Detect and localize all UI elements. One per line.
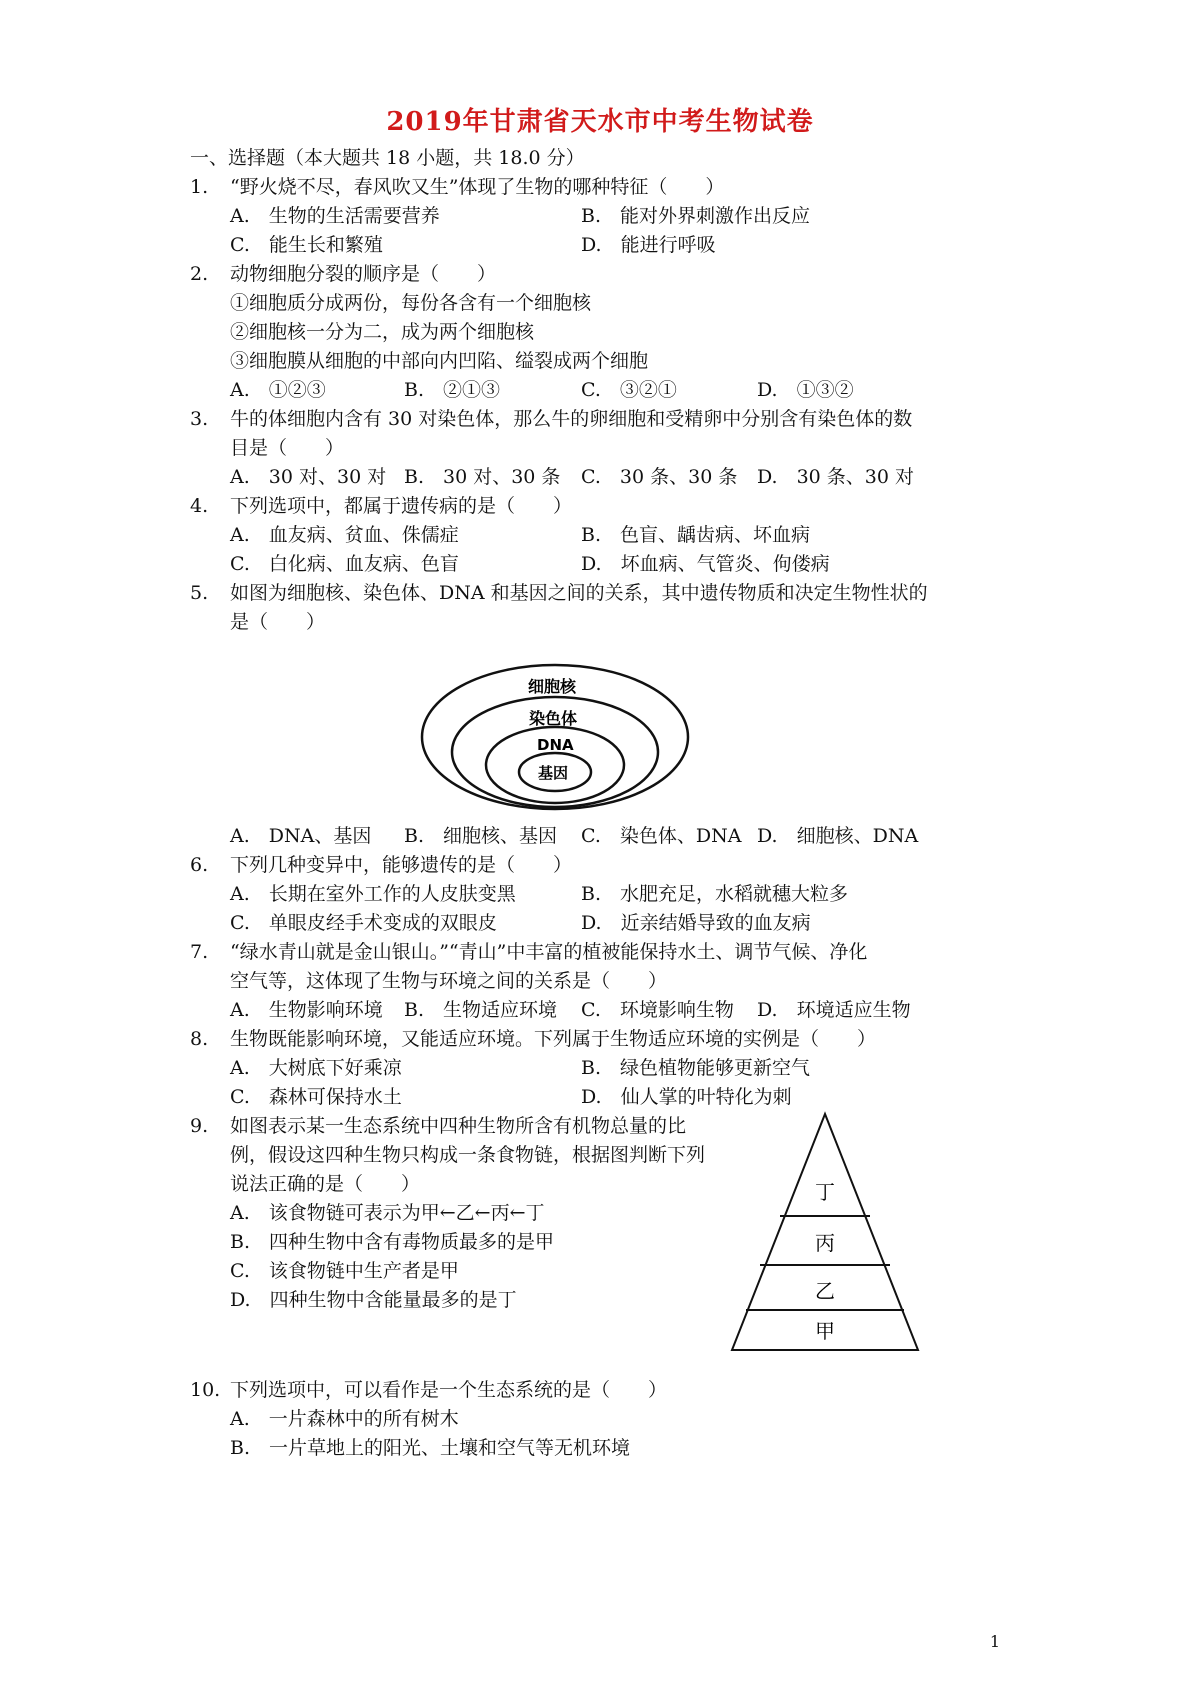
q2-number: 2.	[190, 263, 209, 285]
q2-option-d: D. ①③②	[757, 379, 854, 401]
q5-stem-line2: 是（ ）	[230, 611, 326, 633]
q7-option-b: B. 生物适应环境	[404, 999, 558, 1021]
q7-option-d: D. 环境适应生物	[757, 999, 911, 1021]
q6-option-a: A. 长期在室外工作的人皮肤变黑	[230, 883, 516, 905]
q1-option-d: D. 能进行呼吸	[581, 234, 716, 256]
page-number: 1	[989, 1632, 1000, 1651]
q8-option-d: D. 仙人掌的叶特化为刺	[581, 1086, 792, 1108]
q2-step-2: ②细胞核一分为二，成为两个细胞核	[230, 321, 535, 343]
q4-stem: 下列选项中，都属于遗传病的是（ ）	[230, 495, 573, 517]
q9-option-c: C. 该食物链中生产者是甲	[230, 1260, 459, 1282]
q8-option-a: A. 大树底下好乘凉	[230, 1057, 402, 1079]
q3-option-c: C. 30 条、30 条	[581, 466, 738, 488]
q1-option-b: B. 能对外界刺激作出反应	[581, 205, 811, 227]
q9-option-d: D. 四种生物中含能量最多的是丁	[230, 1289, 517, 1311]
q9-stem-line2: 例，假设这四种生物只构成一条食物链，根据图判断下列	[230, 1144, 706, 1166]
q5-stem-line1: 如图为细胞核、染色体、DNA 和基因之间的关系，其中遗传物质和决定生物性状的	[230, 582, 928, 604]
q4-option-a: A. 血友病、贫血、侏儒症	[230, 524, 459, 546]
q9-number: 9.	[190, 1115, 209, 1137]
q4-number: 4.	[190, 495, 209, 517]
q6-option-c: C. 单眼皮经手术变成的双眼皮	[230, 912, 497, 934]
q9-stem-line1: 如图表示某一生态系统中四种生物所含有机物总量的比	[230, 1115, 687, 1137]
q4-option-c: C. 白化病、血友病、色盲	[230, 553, 459, 575]
q2-step-3: ③细胞膜从细胞的中部向内凹陷、缢裂成两个细胞	[230, 350, 649, 372]
q2-option-b: B. ②①③	[404, 379, 501, 401]
label-gene: 基因	[538, 764, 569, 782]
q5-option-c: C. 染色体、DNA	[581, 825, 742, 847]
biomass-pyramid	[727, 1108, 923, 1358]
q3-option-a: A. 30 对、30 对	[230, 466, 387, 488]
q2-step-1: ①细胞质分成两份，每份各含有一个细胞核	[230, 292, 592, 314]
q5-number: 5.	[190, 582, 209, 604]
q1-option-a: A. 生物的生活需要营养	[230, 205, 440, 227]
q7-option-a: A. 生物影响环境	[230, 999, 383, 1021]
q6-number: 6.	[190, 854, 209, 876]
q8-number: 8.	[190, 1028, 209, 1050]
q10-option-a: A. 一片森林中的所有树木	[230, 1408, 459, 1430]
q9-stem-line3: 说法正确的是（ ）	[230, 1173, 421, 1195]
q10-number: 10.	[190, 1379, 221, 1401]
pyramid-level-ding: 丁	[815, 1180, 835, 1204]
q6-stem: 下列几种变异中，能够遗传的是（ ）	[230, 854, 573, 876]
nested-ellipse-diagram	[420, 662, 690, 812]
q1-option-c: C. 能生长和繁殖	[230, 234, 383, 256]
q2-option-c: C. ③②①	[581, 379, 677, 401]
q5-option-b: B. 细胞核、基因	[404, 825, 558, 847]
q5-option-a: A. DNA、基因	[230, 825, 372, 847]
label-chromosome: 染色体	[529, 709, 578, 728]
pyramid-level-jia: 甲	[815, 1319, 835, 1343]
q10-stem: 下列选项中，可以看作是一个生态系统的是（ ）	[230, 1379, 668, 1401]
q4-option-b: B. 色盲、龋齿病、坏血病	[581, 524, 811, 546]
q2-stem: 动物细胞分裂的顺序是（ ）	[230, 263, 497, 285]
q7-stem-line1: “绿水青山就是金山银山。”“青山”中丰富的植被能保持水土、调节气候、净化	[230, 941, 868, 963]
section-heading: 一、选择题（本大题共 18 小题，共 18.0 分）	[190, 147, 585, 169]
q7-number: 7.	[190, 941, 209, 963]
q5-option-d: D. 细胞核、DNA	[757, 825, 919, 847]
q8-stem: 生物既能影响环境，又能适应环境。下列属于生物适应环境的实例是（ ）	[230, 1028, 877, 1050]
q6-option-d: D. 近亲结婚导致的血友病	[581, 912, 811, 934]
label-dna: DNA	[537, 736, 574, 754]
q8-option-b: B. 绿色植物能够更新空气	[581, 1057, 811, 1079]
q1-number: 1.	[190, 176, 209, 198]
q1-stem: “野火烧不尽，春风吹又生”体现了生物的哪种特征（ ）	[230, 176, 725, 198]
q3-number: 3.	[190, 408, 209, 430]
q10-option-b: B. 一片草地上的阳光、土壤和空气等无机环境	[230, 1437, 631, 1459]
q4-option-d: D. 坏血病、气管炎、佝偻病	[581, 553, 830, 575]
page-title: 2019年甘肃省天水市中考生物试卷	[386, 107, 814, 137]
q3-stem-line1: 牛的体细胞内含有 30 对染色体，那么牛的卵细胞和受精卵中分别含有染色体的数	[230, 408, 913, 430]
q6-option-b: B. 水肥充足，水稻就穗大粒多	[581, 883, 849, 905]
pyramid-level-yi: 乙	[815, 1279, 835, 1303]
q7-stem-line2: 空气等，这体现了生物与环境之间的关系是（ ）	[230, 970, 668, 992]
q7-option-c: C. 环境影响生物	[581, 999, 734, 1021]
q3-stem-line2: 目是（ ）	[230, 437, 345, 459]
q3-option-d: D. 30 条、30 对	[757, 466, 915, 488]
q2-option-a: A. ①②③	[230, 379, 326, 401]
q9-option-a: A. 该食物链可表示为甲←乙←丙←丁	[230, 1202, 545, 1224]
q8-option-c: C. 森林可保持水土	[230, 1086, 402, 1108]
label-nucleus: 细胞核	[528, 677, 577, 696]
pyramid-level-bing: 丙	[815, 1231, 835, 1255]
q9-option-b: B. 四种生物中含有毒物质最多的是甲	[230, 1231, 555, 1253]
q3-option-b: B. 30 对、30 条	[404, 466, 561, 488]
